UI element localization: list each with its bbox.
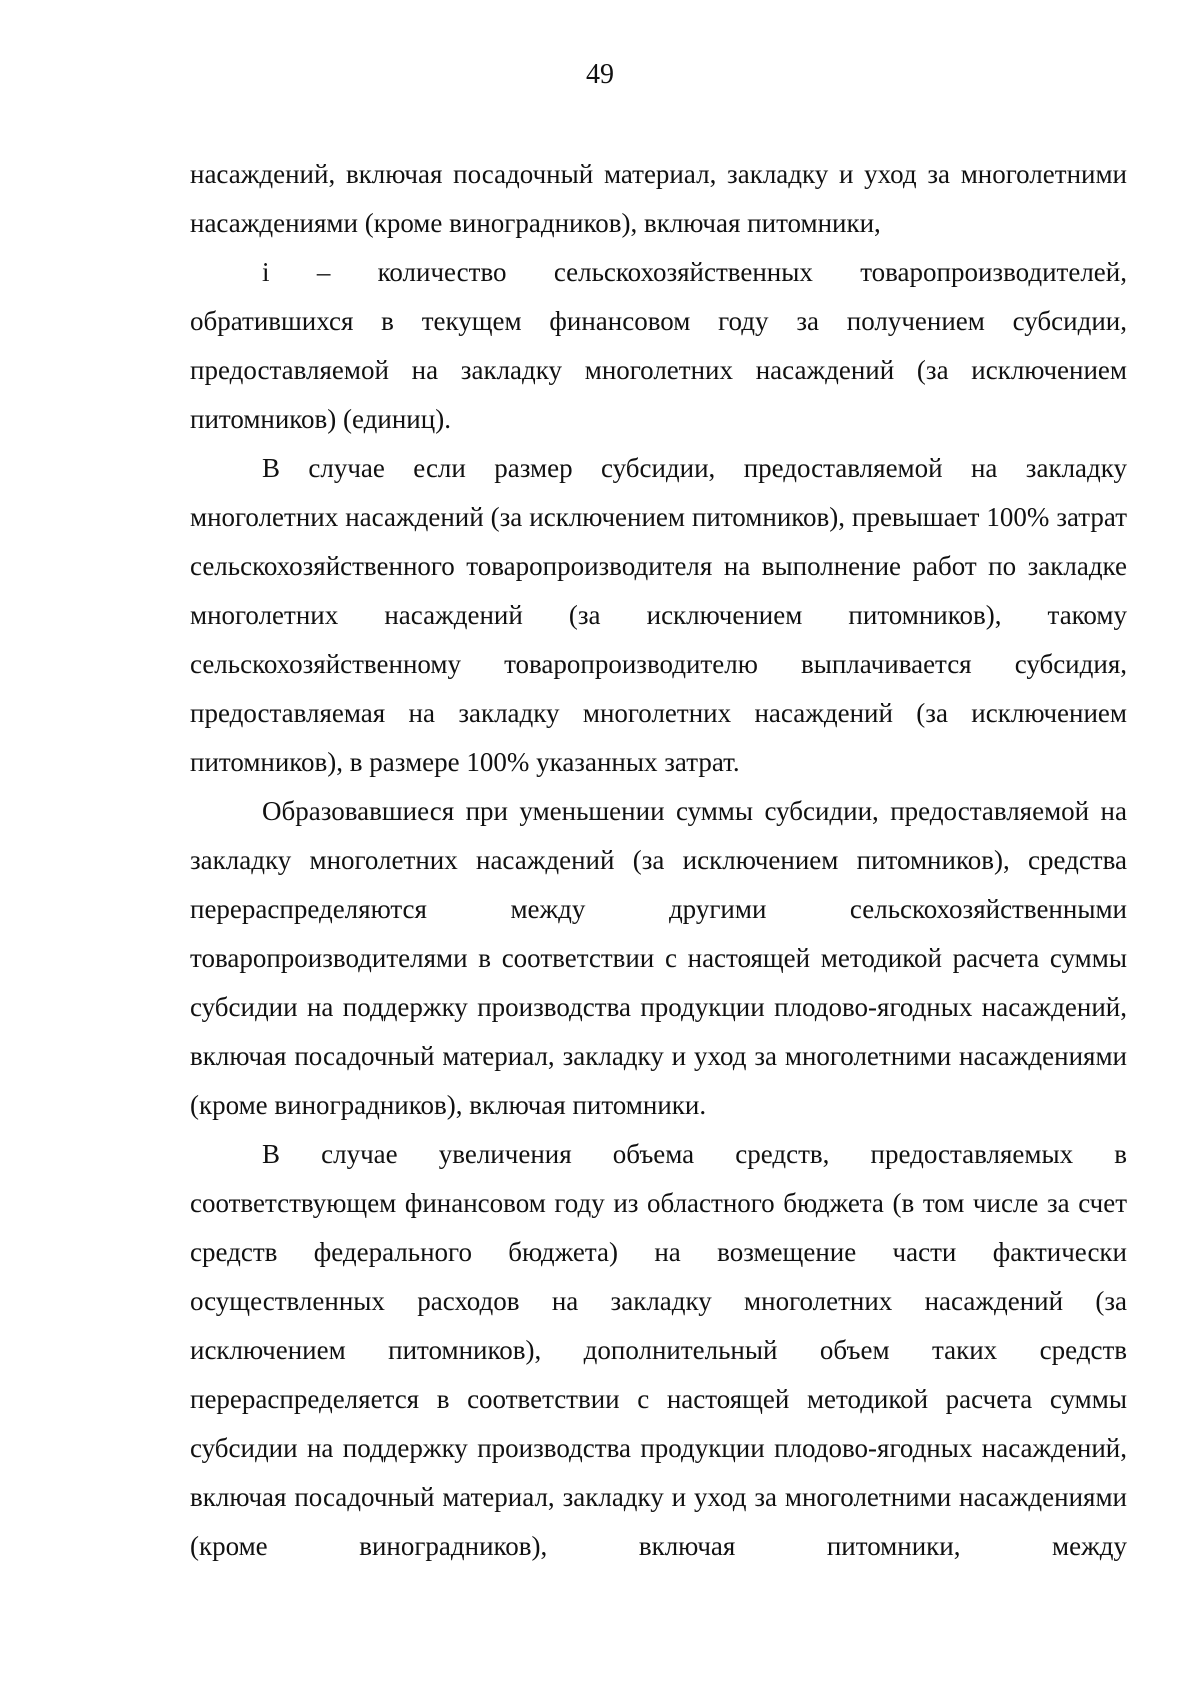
paragraph-increase: В случае увеличения объема средств, предоставляемых в соответствующем финансовом году из областного бюджета (в том числе за счет средств федерального бюджета) на возмещение части фактически осуществленных расходов на закладку многолетних насаждений (за исключением питомников), дополнительный объем таких средств перераспределяется в соответствии с настоящей методикой расчета суммы субсидии на поддержку производства продукции плодово-ягодных насаждений, включая посадочный материал, закладку и уход за многолетними насаждениями (кроме виноградников), включая питомники, между (190, 1139, 1127, 1561)
paragraph-subsidy-cap: В случае если размер субсидии, предоставляемой на закладку многолетних насаждений (за исключением питомников), превышает 100% затрат сельскохозяйственного товаропроизводителя на выполнение работ по закладке многолетних насаждений (за исключением питомников), такому сельскохозяйственному товаропроизводителю выплачивается субсидия, предоставляемая на закладку многолетних насаждений (за исключением питомников), в размере 100% указанных затрат. (190, 453, 1127, 777)
document-body (190, 150, 1127, 1571)
paragraph-redistribution: Образовавшиеся при уменьшении суммы субсидии, предоставляемой на закладку многолетних насаждений (за исключением питомников), средства перераспределяются между другими сельскохозяйственными товаропроизводителями в соответствии с настоящей методикой расчета суммы субсидии на поддержку производства продукции плодово-ягодных насаждений, включая посадочный материал, закладку и уход за многолетними насаждениями (кроме виноградников), включая питомники. (190, 796, 1127, 1120)
paragraph-continuation: насаждений, включая посадочный материал, закладку и уход за многолетними насаждениями (кроме виноградников), включая питомники, (190, 159, 1127, 238)
page-number: 49 (586, 59, 614, 90)
paragraph-definition: i – количество сельскохозяйственных товаропроизводителей, обратившихся в текущем финансовом году за получением субсидии, предоставляемой на закладку многолетних насаждений (за исключением питомников) (единиц). (190, 257, 1127, 434)
